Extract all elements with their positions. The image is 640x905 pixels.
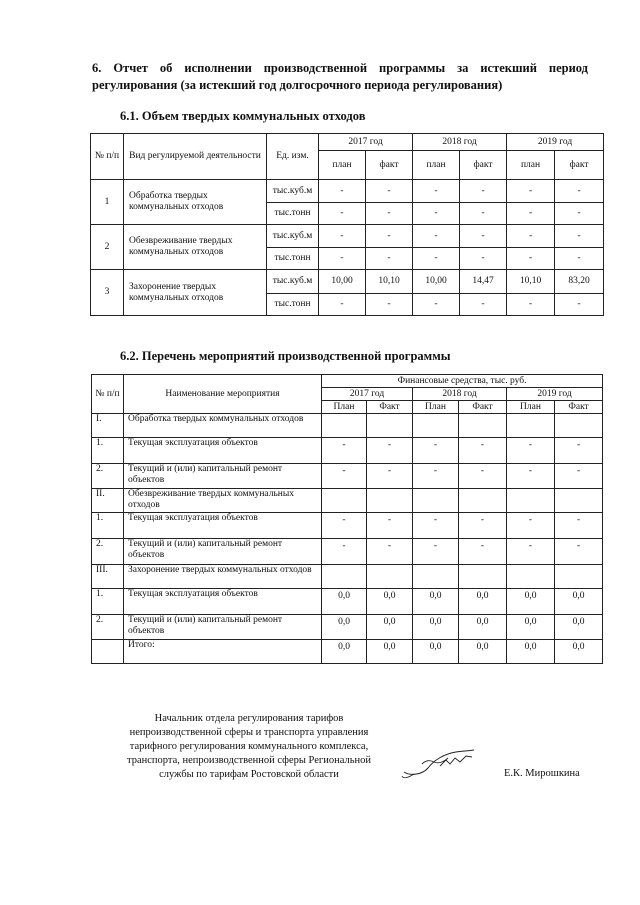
signatory-position <box>108 712 390 782</box>
section-6-1-heading: 6.1. Объем твердых коммунальных отходов <box>120 109 366 123</box>
table-row <box>92 589 603 615</box>
row-num: I. <box>92 414 124 438</box>
unit-cell: тыс.тонн <box>267 248 319 270</box>
section-6-2-heading: 6.2. Перечень мероприятий производственной программы <box>120 349 451 363</box>
row-activity-name: Обезвреживание твердых коммунальных отходов <box>124 225 267 270</box>
value-cell <box>413 489 459 513</box>
header-plan: План <box>413 401 459 414</box>
header-fact: Факт <box>459 401 507 414</box>
value-cell: - <box>507 180 555 203</box>
header-plan: план <box>319 151 366 180</box>
value-cell: - <box>413 513 459 539</box>
value-cell: 83,20 <box>555 270 604 294</box>
table-row <box>92 615 603 640</box>
value-cell: - <box>366 180 413 203</box>
row-num: III. <box>92 565 124 589</box>
header-plan: План <box>322 401 367 414</box>
value-cell <box>413 565 459 589</box>
header-plan: План <box>507 401 555 414</box>
signatory-position-line: Начальник отдела регулирования тарифов <box>154 713 344 724</box>
header-year-2019: 2019 год <box>507 134 604 151</box>
table-row <box>92 539 603 565</box>
header-fact: Факт <box>367 401 413 414</box>
value-cell: - <box>366 203 413 225</box>
row-num: 1. <box>92 513 124 539</box>
row-measure-name: Текущая эксплуатация объектов <box>124 438 322 464</box>
table-row <box>92 414 603 438</box>
value-cell: 0,0 <box>507 640 555 664</box>
value-cell: 0,0 <box>413 640 459 664</box>
unit-cell: тыс.тонн <box>267 203 319 225</box>
value-cell: - <box>367 438 413 464</box>
value-cell: - <box>366 225 413 248</box>
value-cell: - <box>367 513 413 539</box>
signatory-position-line: тарифного регулирования коммунального комплекса, <box>129 741 369 752</box>
value-cell: - <box>555 464 603 489</box>
value-cell: - <box>413 203 460 225</box>
value-cell: - <box>555 513 603 539</box>
value-cell: - <box>413 180 460 203</box>
value-cell: - <box>366 294 413 316</box>
value-cell <box>555 565 603 589</box>
unit-cell: тыс.куб.м <box>267 270 319 294</box>
value-cell <box>507 489 555 513</box>
value-cell: - <box>555 294 604 316</box>
value-cell <box>459 565 507 589</box>
value-cell: 10,00 <box>319 270 366 294</box>
value-cell: - <box>507 294 555 316</box>
table-row <box>91 225 604 248</box>
value-cell: - <box>319 248 366 270</box>
row-num: II. <box>92 489 124 513</box>
value-cell <box>322 565 367 589</box>
value-cell <box>507 414 555 438</box>
header-num: № п/п <box>92 375 124 414</box>
header-plan: план <box>413 151 460 180</box>
value-cell: 0,0 <box>555 640 603 664</box>
value-cell: - <box>460 180 507 203</box>
value-cell <box>555 489 603 513</box>
header-fact: Факт <box>555 401 603 414</box>
header-year-2018: 2018 год <box>413 134 507 151</box>
value-cell: - <box>507 513 555 539</box>
row-num: 1. <box>92 438 124 464</box>
header-plan: план <box>507 151 555 180</box>
value-cell: 0,0 <box>507 615 555 640</box>
value-cell <box>459 414 507 438</box>
value-cell: 0,0 <box>413 615 459 640</box>
value-cell: - <box>507 203 555 225</box>
value-cell: - <box>413 294 460 316</box>
value-cell: - <box>322 513 367 539</box>
header-activity: Вид регулируемой деятельности <box>124 134 267 180</box>
row-activity-name: Обработка твердых коммунальных отходов <box>124 180 267 225</box>
value-cell: - <box>555 438 603 464</box>
value-cell: 0,0 <box>555 589 603 615</box>
header-measure-name: Наименование мероприятия <box>124 375 322 414</box>
value-cell: - <box>555 539 603 565</box>
value-cell: - <box>460 203 507 225</box>
value-cell: - <box>413 539 459 565</box>
value-cell <box>322 414 367 438</box>
header-finance: Финансовые средства, тыс. руб. <box>322 375 603 388</box>
row-measure-name: Обезвреживание твердых коммунальных отходов <box>124 489 322 513</box>
value-cell: 0,0 <box>322 615 367 640</box>
row-activity-name: Захоронение твердых коммунальных отходов <box>124 270 267 316</box>
unit-cell: тыс.тонн <box>267 294 319 316</box>
table-row <box>92 464 603 489</box>
header-year-2019: 2019 год <box>507 388 603 401</box>
value-cell: 0,0 <box>555 615 603 640</box>
signatory-position-line: непроизводственной сферы и транспорта управления <box>129 727 369 738</box>
value-cell: - <box>319 180 366 203</box>
signatory-name: Е.К. Мирошкина <box>504 768 580 779</box>
value-cell: - <box>319 203 366 225</box>
value-cell: - <box>413 225 460 248</box>
signatory-position-line: службы по тарифам Ростовской области <box>159 769 339 780</box>
value-cell: - <box>555 203 604 225</box>
value-cell <box>413 414 459 438</box>
value-cell: - <box>319 294 366 316</box>
value-cell: - <box>322 438 367 464</box>
row-measure-name: Текущий и (или) капитальный ремонт объектов <box>124 464 322 489</box>
value-cell: 0,0 <box>367 589 413 615</box>
header-unit: Ед. изм. <box>267 134 319 180</box>
value-cell <box>507 565 555 589</box>
value-cell: - <box>507 539 555 565</box>
header-year-2017: 2017 год <box>322 388 413 401</box>
value-cell <box>459 489 507 513</box>
value-cell: - <box>367 464 413 489</box>
row-measure-name: Текущая эксплуатация объектов <box>124 513 322 539</box>
row-num: 2. <box>92 539 124 565</box>
row-num: 2. <box>92 464 124 489</box>
header-fact: факт <box>460 151 507 180</box>
table-row <box>92 640 603 664</box>
value-cell: - <box>459 464 507 489</box>
row-num: 1. <box>92 589 124 615</box>
value-cell: - <box>322 464 367 489</box>
value-cell: - <box>459 513 507 539</box>
value-cell: 10,10 <box>366 270 413 294</box>
value-cell: - <box>460 248 507 270</box>
value-cell: 0,0 <box>367 640 413 664</box>
table-row <box>92 565 603 589</box>
value-cell: 0,0 <box>507 589 555 615</box>
value-cell: 0,0 <box>459 589 507 615</box>
value-cell: - <box>322 539 367 565</box>
value-cell: 14,47 <box>460 270 507 294</box>
value-cell <box>555 414 603 438</box>
value-cell: - <box>366 248 413 270</box>
value-cell: - <box>507 464 555 489</box>
row-measure-name: Текущий и (или) капитальный ремонт объектов <box>124 615 322 640</box>
value-cell: 0,0 <box>413 589 459 615</box>
value-cell: - <box>413 248 460 270</box>
value-cell: - <box>459 438 507 464</box>
table-row <box>91 270 604 294</box>
value-cell: - <box>555 248 604 270</box>
table-row <box>92 513 603 539</box>
header-num: № п/п <box>91 134 124 180</box>
handwritten-signature <box>400 742 488 780</box>
value-cell: 10,10 <box>507 270 555 294</box>
header-year-2018: 2018 год <box>413 388 507 401</box>
row-num: 2 <box>91 225 124 270</box>
header-fact: факт <box>366 151 413 180</box>
value-cell: - <box>460 294 507 316</box>
row-num: 3 <box>91 270 124 316</box>
row-total-label: Итого: <box>124 640 322 664</box>
row-measure-name: Текущая эксплуатация объектов <box>124 589 322 615</box>
value-cell: - <box>459 539 507 565</box>
value-cell <box>367 489 413 513</box>
unit-cell: тыс.куб.м <box>267 225 319 248</box>
value-cell: 0,0 <box>459 615 507 640</box>
row-num: 2. <box>92 615 124 640</box>
value-cell: - <box>507 438 555 464</box>
value-cell <box>367 565 413 589</box>
waste-volume-table <box>90 133 604 316</box>
value-cell: - <box>367 539 413 565</box>
row-measure-name: Обработка твердых коммунальных отходов <box>124 414 322 438</box>
row-measure-name: Текущий и (или) капитальный ремонт объектов <box>124 539 322 565</box>
table-row <box>91 180 604 203</box>
value-cell: - <box>555 180 604 203</box>
value-cell: 0,0 <box>322 640 367 664</box>
row-num: 1 <box>91 180 124 225</box>
value-cell: - <box>460 225 507 248</box>
value-cell: - <box>555 225 604 248</box>
header-fact: факт <box>555 151 604 180</box>
value-cell: - <box>507 225 555 248</box>
table-row <box>92 438 603 464</box>
value-cell: 10,00 <box>413 270 460 294</box>
signatory-position-line: транспорта, непроизводственной сферы Региональной <box>126 755 371 766</box>
value-cell <box>367 414 413 438</box>
header-year-2017: 2017 год <box>319 134 413 151</box>
value-cell: - <box>413 464 459 489</box>
unit-cell: тыс.куб.м <box>267 180 319 203</box>
value-cell: - <box>507 248 555 270</box>
value-cell: - <box>413 438 459 464</box>
value-cell: 0,0 <box>459 640 507 664</box>
row-measure-name: Захоронение твердых коммунальных отходов <box>124 565 322 589</box>
table-row <box>92 489 603 513</box>
value-cell: 0,0 <box>322 589 367 615</box>
value-cell <box>322 489 367 513</box>
row-num <box>92 640 124 664</box>
program-measures-table <box>91 374 603 664</box>
value-cell: - <box>319 225 366 248</box>
value-cell: 0,0 <box>367 615 413 640</box>
section-6-heading: 6. Отчет об исполнении производственной программы за истекший период регулирования (за истекший год долгосрочного периода регулирования) <box>92 61 588 92</box>
